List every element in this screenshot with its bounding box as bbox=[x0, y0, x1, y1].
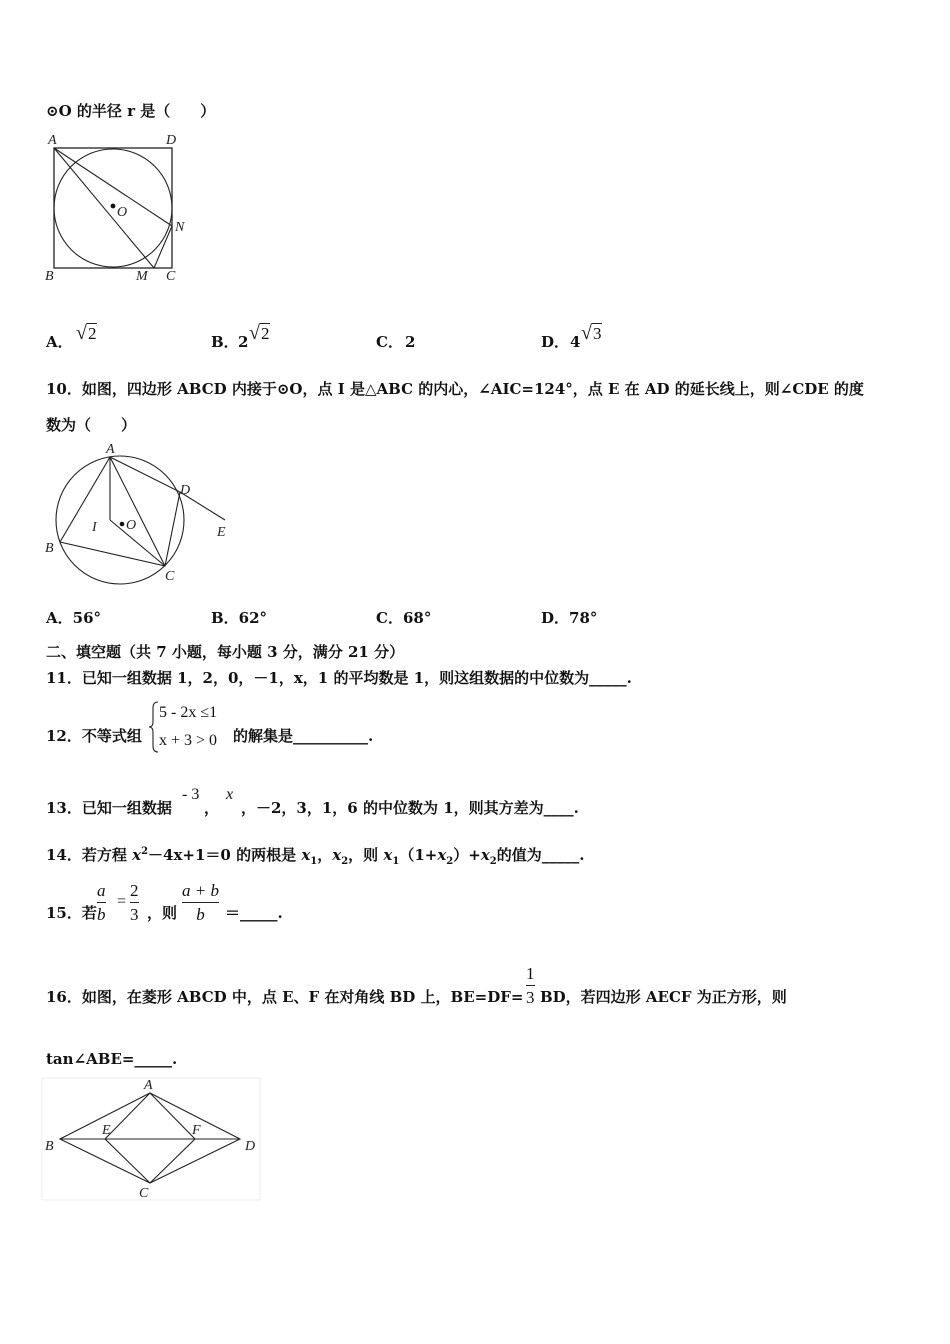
q15-mid: ，则 bbox=[147, 904, 178, 922]
q13-value-neg3: - 3 bbox=[182, 786, 200, 803]
q15-prefix: 15．若 bbox=[46, 904, 97, 922]
q14-sub1: 1 bbox=[310, 856, 318, 867]
center-dot-o bbox=[120, 522, 125, 527]
label-i: I bbox=[92, 520, 97, 535]
radical-sign: √ bbox=[249, 322, 260, 344]
q12-suffix: 的解集是__________. bbox=[233, 727, 374, 745]
segment-ic bbox=[110, 520, 165, 566]
q9-option-b-label: B． bbox=[211, 333, 239, 351]
q9-option-b-coef: 2 bbox=[238, 333, 249, 351]
q9-figure-svg bbox=[40, 128, 200, 288]
q14-sub2: 2 bbox=[341, 856, 349, 867]
square-aecf bbox=[105, 1093, 195, 1183]
fraction-numerator: 2 bbox=[130, 882, 139, 903]
left-brace bbox=[149, 702, 158, 752]
q14-part4: ，则 bbox=[348, 846, 384, 864]
fraction-denominator: 3 bbox=[130, 905, 139, 924]
q9-option-d-value bbox=[581, 322, 602, 345]
label-d: D bbox=[180, 483, 191, 498]
q14-sub5: 2 bbox=[489, 856, 497, 867]
label-o: O bbox=[126, 518, 137, 533]
q16-line2: tan∠ABE=_____. bbox=[46, 1050, 178, 1068]
q14-part6: ）+ bbox=[453, 846, 481, 864]
center-dot-o bbox=[111, 204, 116, 209]
q14-x4: x bbox=[437, 846, 447, 864]
q16-suffix: BD，若四边形 AECF 为正方形，则 bbox=[540, 988, 787, 1006]
fraction-numerator: a bbox=[97, 882, 106, 903]
section-title: 二、填空题（共 7 小题，每小题 3 分，满分 21 分） bbox=[46, 643, 405, 661]
label-e: E bbox=[217, 525, 226, 540]
q13-value-x: x bbox=[226, 786, 234, 803]
q10-stem-line2: 数为（ ） bbox=[46, 416, 137, 434]
q9-option-b-value bbox=[249, 322, 270, 345]
q14-part7: 的值为_____. bbox=[496, 846, 585, 864]
q14-x3: x bbox=[383, 846, 393, 864]
q14-sub3: 1 bbox=[392, 856, 400, 867]
radicand: 2 bbox=[87, 324, 97, 343]
quadrilateral-abcd bbox=[60, 457, 180, 566]
label-c: C bbox=[165, 569, 175, 584]
label-c: C bbox=[139, 1186, 149, 1201]
label-f: F bbox=[192, 1123, 201, 1138]
label-b: B bbox=[45, 1139, 54, 1154]
segment-an bbox=[54, 148, 172, 226]
q9-option-a-label: A． bbox=[46, 333, 73, 351]
fraction-numerator: 1 bbox=[526, 965, 535, 986]
fraction-denominator: b bbox=[196, 905, 205, 924]
label-m: M bbox=[136, 269, 148, 284]
q15-fraction-2-over-3 bbox=[130, 882, 139, 923]
q9-option-d-coef: 4 bbox=[570, 333, 581, 351]
q14-part2: －4x+1＝0 的两根是 bbox=[148, 846, 302, 864]
q16-figure-svg bbox=[40, 1076, 265, 1206]
q10-option-a: A．56° bbox=[46, 609, 102, 627]
rhombus-abcd bbox=[60, 1093, 240, 1183]
radical-sign: √ bbox=[76, 322, 87, 344]
q13-suffix: ，－2，3，1，6 的中位数为 1，则其方差为____. bbox=[241, 799, 579, 817]
label-d: D bbox=[166, 133, 177, 148]
label-c: C bbox=[166, 269, 176, 284]
fraction-denominator: b bbox=[97, 905, 106, 924]
q14-x5: x bbox=[480, 846, 490, 864]
q9-figure bbox=[40, 128, 200, 292]
label-o: O bbox=[117, 205, 128, 220]
q14-sup: 2 bbox=[141, 846, 149, 857]
fraction-numerator: a + b bbox=[182, 882, 219, 903]
label-a: A bbox=[106, 442, 115, 457]
q10-option-d: D．78° bbox=[541, 609, 598, 627]
q16-prefix: 16．如图，在菱形 ABCD 中，点 E、F 在对角线 BD 上，BE=DF= bbox=[46, 988, 524, 1006]
label-d: D bbox=[245, 1139, 256, 1154]
q12-row1: 5 - 2x ≤1 bbox=[159, 704, 218, 721]
q14-x2: x bbox=[332, 846, 342, 864]
q14-x1: x bbox=[301, 846, 311, 864]
q9-option-c-value: 2 bbox=[405, 333, 416, 351]
q15-fraction-a-over-b bbox=[97, 882, 106, 923]
q9-option-a-value bbox=[76, 322, 97, 345]
q16-fraction-1-over-3 bbox=[526, 965, 535, 1006]
q9-option-c-label: C． bbox=[376, 333, 403, 351]
q14-x: x bbox=[132, 846, 142, 864]
q11-text: 11．已知一组数据 1，2，0，－1，x，1 的平均数是 1，则这组数据的中位数为_____. bbox=[46, 669, 632, 687]
label-b: B bbox=[45, 269, 54, 284]
q13-sep1: ， bbox=[204, 799, 220, 817]
q14-text bbox=[46, 847, 585, 867]
fraction-denominator: 3 bbox=[526, 988, 535, 1007]
q10-stem-line1: 10．如图，四边形 ABCD 内接于⊙O，点 I 是△ABC 的内心，∠AIC=124°，点 E 在 AD 的延长线上，则∠CDE 的度 bbox=[46, 380, 864, 398]
radicand: 3 bbox=[592, 324, 602, 343]
radicand: 2 bbox=[260, 324, 270, 343]
q14-part3: ， bbox=[317, 846, 333, 864]
q9-stem: ⊙O 的半径 r 是（ ） bbox=[46, 102, 216, 120]
q10-option-c: C．68° bbox=[376, 609, 432, 627]
q14-part1: 14．若方程 bbox=[46, 846, 133, 864]
q12-row2: x + 3 > 0 bbox=[159, 732, 218, 749]
segment-am bbox=[54, 148, 154, 268]
q10-figure bbox=[40, 440, 240, 594]
q15-equals: = bbox=[117, 893, 127, 910]
label-a: A bbox=[48, 133, 57, 148]
q12-prefix: 12．不等式组 bbox=[46, 727, 142, 745]
q13-prefix: 13．已知一组数据 bbox=[46, 799, 172, 817]
q16-figure bbox=[40, 1076, 265, 1210]
label-a: A bbox=[144, 1078, 153, 1093]
q15-fraction-apb-over-b bbox=[182, 882, 219, 923]
diagonal-ac bbox=[110, 457, 165, 566]
label-b: B bbox=[45, 541, 54, 556]
q10-option-b: B．62° bbox=[211, 609, 268, 627]
q10-figure-svg bbox=[40, 440, 240, 590]
q14-sub4: 2 bbox=[446, 856, 454, 867]
label-n: N bbox=[175, 220, 185, 235]
q15-suffix: ＝_____. bbox=[225, 904, 283, 922]
label-e: E bbox=[102, 1123, 111, 1138]
q14-part5: （1+ bbox=[399, 846, 438, 864]
q9-option-d-label: D． bbox=[541, 333, 570, 351]
radical-sign: √ bbox=[581, 322, 592, 344]
